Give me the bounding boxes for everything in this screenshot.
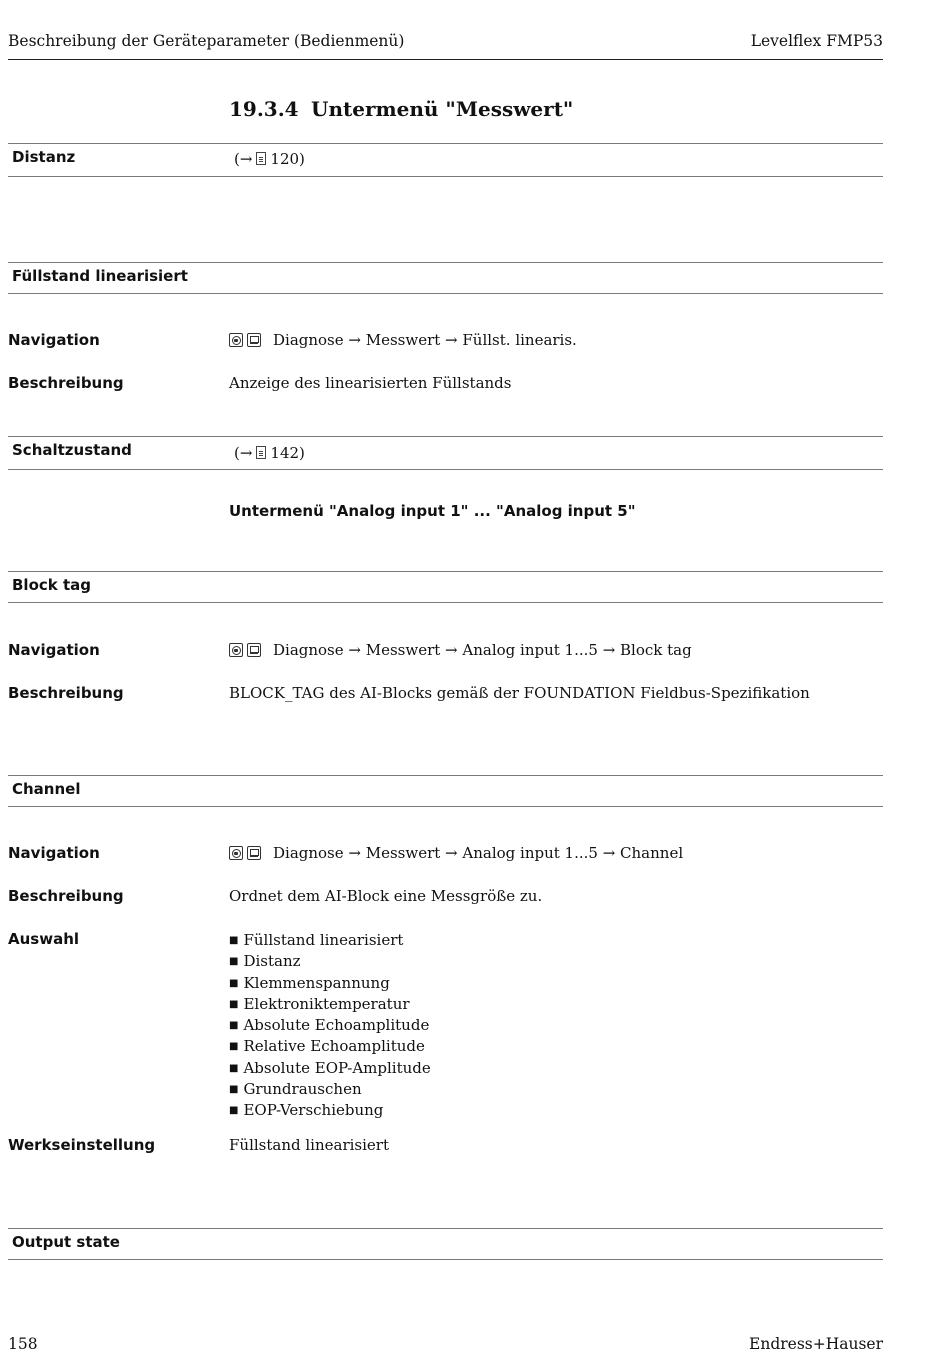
list-item: ■ Absolute Echoamplitude (229, 1015, 431, 1036)
selection-label: Auswahl (8, 930, 80, 948)
list-item: ■ EOP-Verschiebung (229, 1100, 431, 1121)
description-text: Anzeige des linearisierten Füllstands (229, 374, 512, 392)
display-eye-icon (229, 333, 243, 347)
list-item: ■ Grundrauschen (229, 1079, 431, 1100)
param-rule-bottom (8, 602, 883, 603)
param-rule-bottom (8, 1259, 883, 1260)
list-item: ■ Füllstand linearisiert (229, 930, 431, 951)
factory-setting-value: Füllstand linearisiert (229, 1136, 389, 1154)
navigation-label: Navigation (8, 844, 100, 862)
navigation-label: Navigation (8, 331, 100, 349)
param-name-outputstate: Output state (12, 1233, 120, 1251)
list-item: ■ Absolute EOP-Amplitude (229, 1058, 431, 1079)
param-rule-top (8, 571, 883, 572)
page-reference-icon (256, 152, 266, 165)
param-rule-bottom (8, 176, 883, 177)
header-rule (8, 59, 883, 60)
selection-list (229, 930, 431, 1122)
param-rule-top (8, 436, 883, 437)
param-rule-bottom (8, 469, 883, 470)
param-rule-top (8, 1228, 883, 1229)
section-number: 19.3.4 (229, 97, 299, 121)
list-item: ■ Klemmenspannung (229, 973, 431, 994)
navigation-path: Diagnose → Messwert → Analog input 1...5 → Block tag (229, 641, 692, 659)
description-label: Beschreibung (8, 684, 124, 702)
display-eye-icon (229, 846, 243, 860)
display-screen-icon (247, 333, 261, 347)
param-rule-top (8, 262, 883, 263)
param-rule-bottom (8, 293, 883, 294)
list-item: ■ Distanz (229, 951, 431, 972)
param-rule-top (8, 775, 883, 776)
page-reference-schaltzustand[interactable]: (→ 142) (234, 444, 305, 462)
page-reference-distanz[interactable]: (→ 120) (234, 150, 305, 168)
param-name-schaltzustand: Schaltzustand (12, 441, 132, 459)
param-rule-bottom (8, 806, 883, 807)
factory-setting-label: Werkseinstellung (8, 1136, 156, 1154)
navigation-path: Diagnose → Messwert → Analog input 1...5 → Channel (229, 844, 683, 862)
page-number: 158 (8, 1335, 38, 1353)
description-text: Ordnet dem AI-Block eine Messgröße zu. (229, 887, 543, 905)
footer-brand: Endress+Hauser (749, 1335, 883, 1353)
param-name-fuellstand: Füllstand linearisiert (12, 267, 188, 285)
description-label: Beschreibung (8, 887, 124, 905)
subsection-heading: Untermenü "Analog input 1" ... "Analog input 5" (229, 502, 636, 520)
running-header-title: Beschreibung der Geräteparameter (Bedienmenü) (8, 32, 405, 50)
param-name-blocktag: Block tag (12, 576, 91, 594)
list-item: ■ Elektroniktemperatur (229, 994, 431, 1015)
display-screen-icon (247, 643, 261, 657)
section-heading (229, 97, 573, 121)
description-text: BLOCK_TAG des AI-Blocks gemäß der FOUNDATION Fieldbus-Spezifikation (229, 684, 810, 702)
navigation-label: Navigation (8, 641, 100, 659)
running-header-product: Levelflex FMP53 (750, 32, 883, 50)
display-eye-icon (229, 643, 243, 657)
param-rule-top (8, 143, 883, 144)
description-label: Beschreibung (8, 374, 124, 392)
navigation-path: Diagnose → Messwert → Füllst. linearis. (229, 331, 577, 349)
section-title: Untermenü "Messwert" (311, 97, 574, 121)
param-name-channel: Channel (12, 780, 81, 798)
param-name-distanz: Distanz (12, 148, 76, 166)
page-reference-icon (256, 446, 266, 459)
list-item: ■ Relative Echoamplitude (229, 1036, 431, 1057)
display-screen-icon (247, 846, 261, 860)
